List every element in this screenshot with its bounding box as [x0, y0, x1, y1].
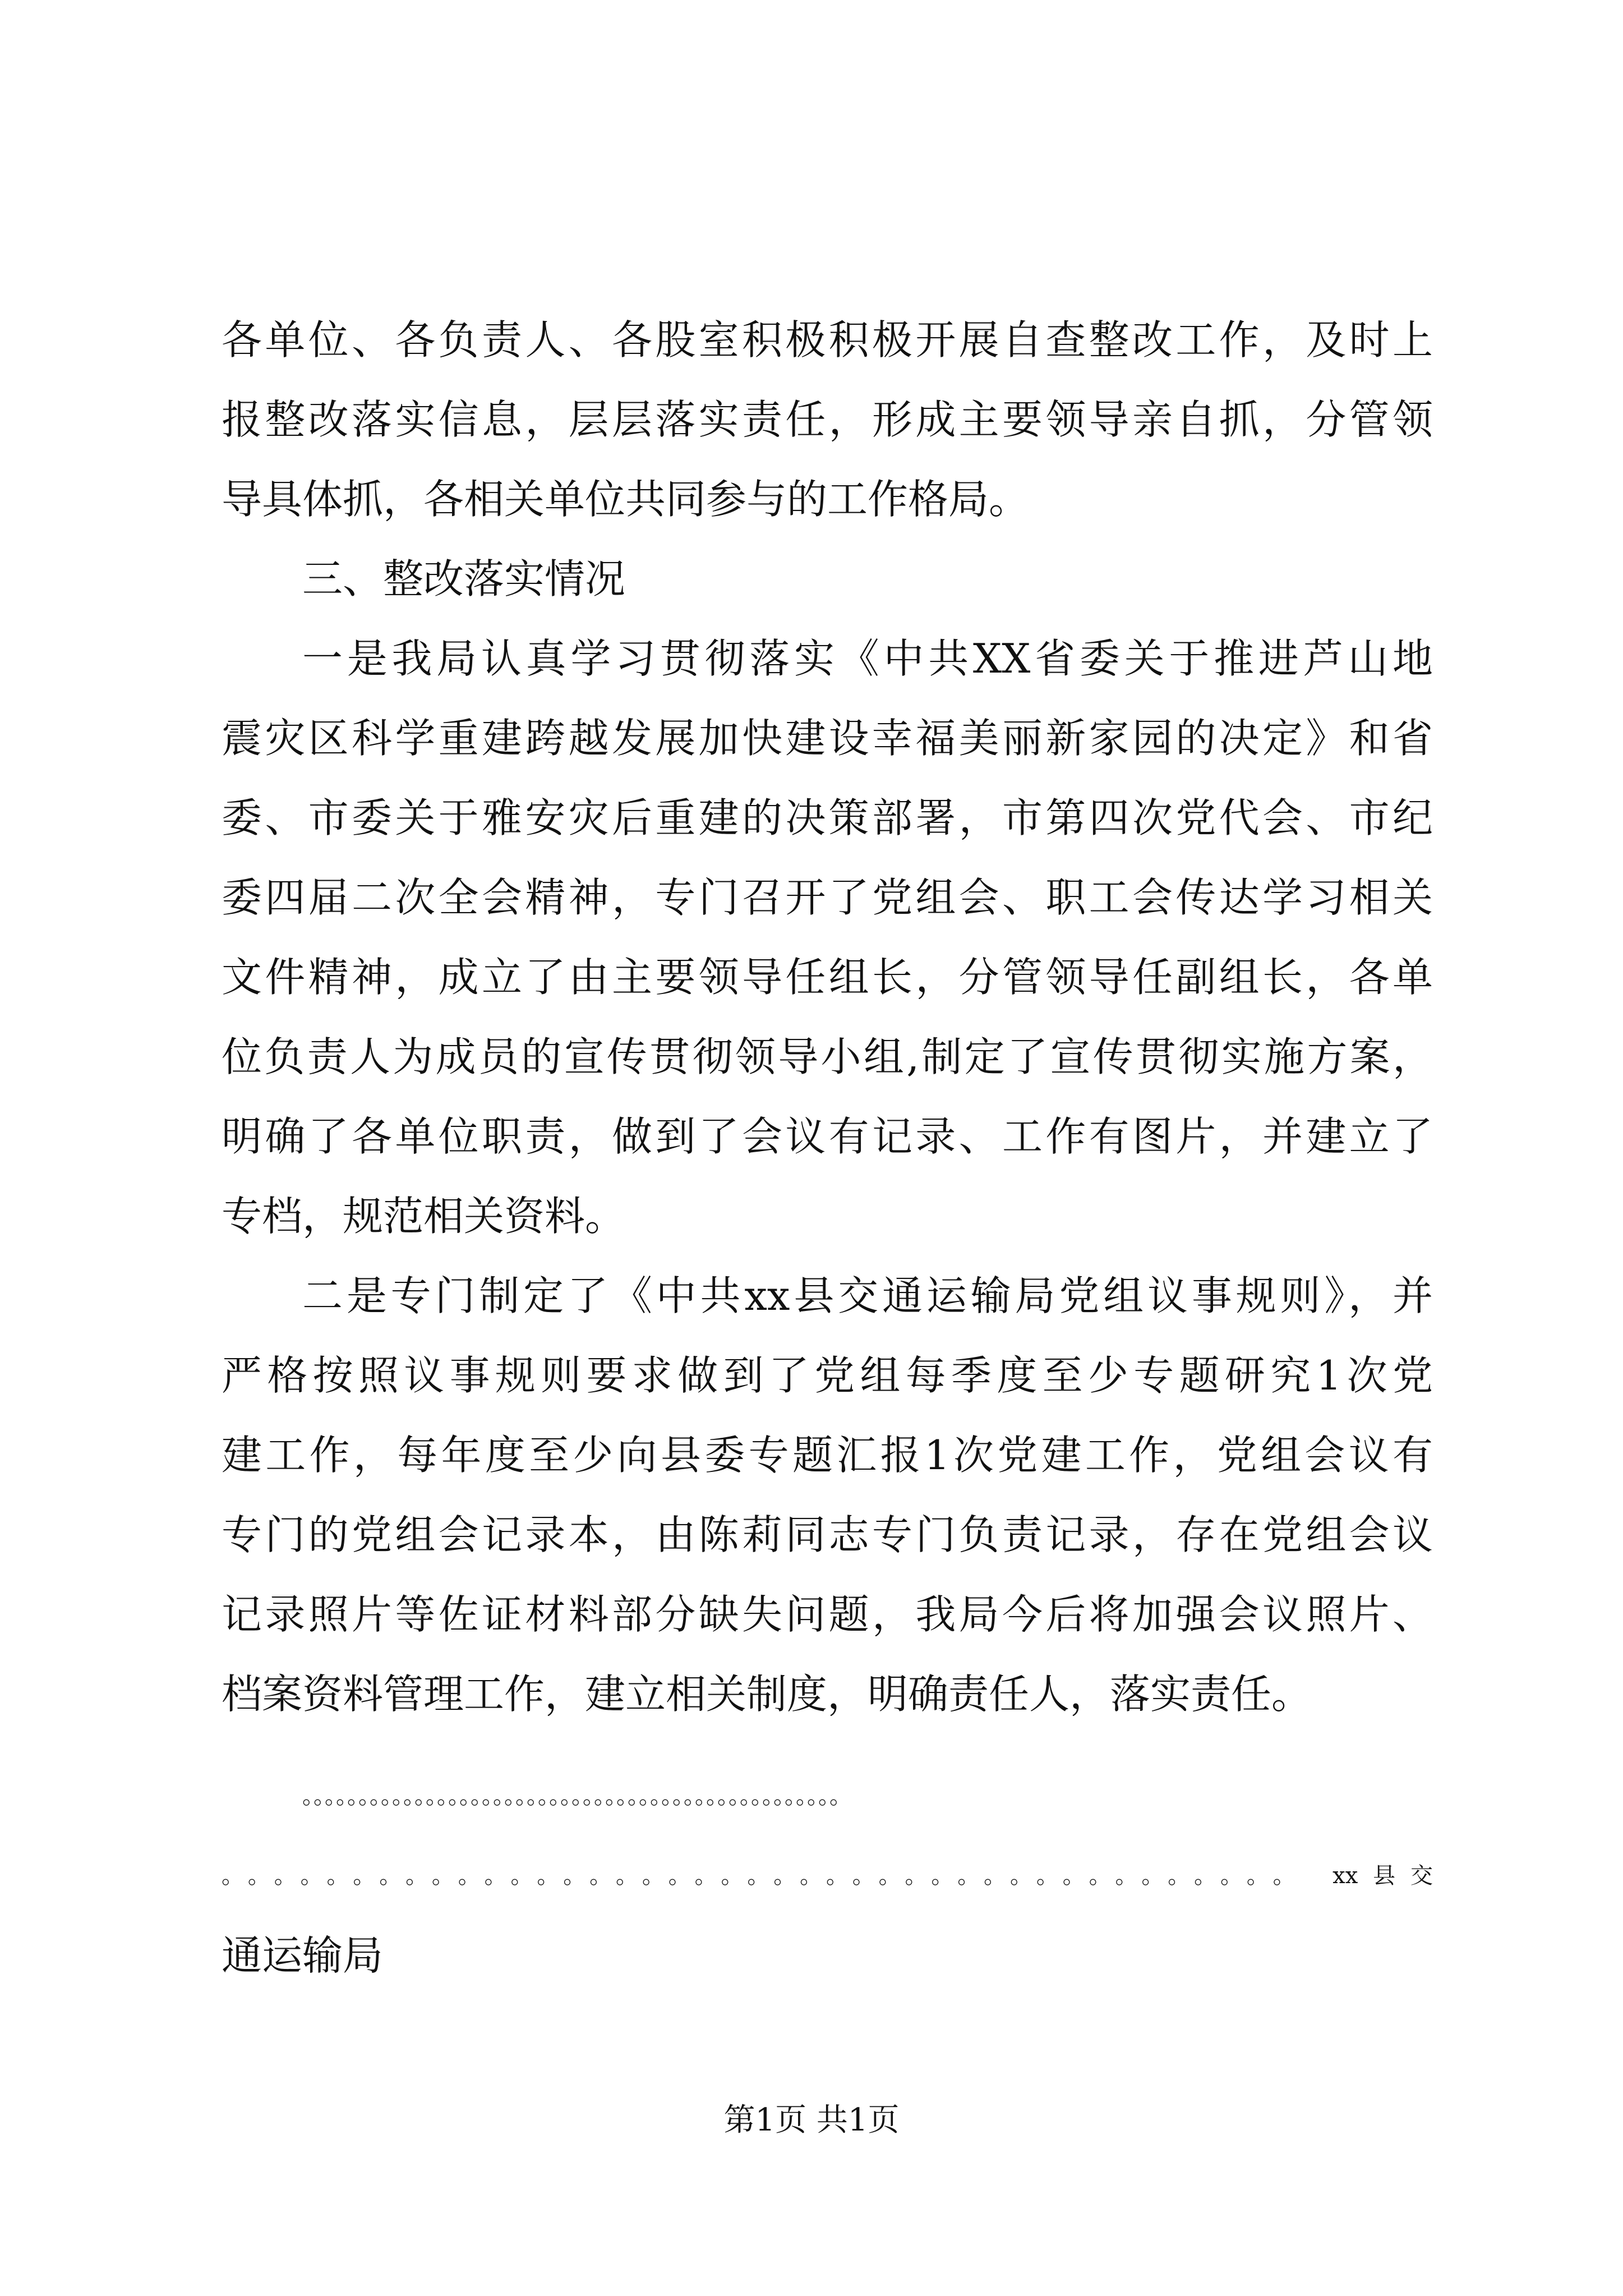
paragraph-2-line-2: 震灾区科学重建跨越发展加快建设幸福美丽新家园的决定》和省	[222, 715, 1433, 762]
signature-line-1: 。。。。。。。。。。。。。。。。。。。。。。。。。。。。。。。。。。。。。。。。。 xx县交	[222, 1863, 1433, 1889]
paragraph-2-line-3: 委、市委关于雅安灾后重建的决策部署，市第四次党代会、市纪	[222, 794, 1433, 841]
paragraph-2-line-6: 位负责人为成员的宣传贯彻领导小组,制定了宣传贯彻实施方案，	[222, 1033, 1433, 1080]
paragraph-3-line-5: 记录照片等佐证材料部分缺失问题，我局今后将加强会议照片、	[222, 1591, 1433, 1638]
paragraph-3-line-4: 专门的党组会记录本，由陈莉同志专门负责记录，存在党组会议	[222, 1511, 1433, 1558]
document-body	[222, 300, 1433, 1995]
paragraph-2-line-4: 委四届二次全会精神，专门召开了党组会、职工会传达学习相关	[222, 874, 1433, 921]
paragraph-3-line-6: 档案资料管理工作，建立相关制度，明确责任人，落实责任。	[222, 1671, 1312, 1718]
paragraph-1-line-1: 各单位、各负责人、各股室积极积极开展自查整改工作，及时上	[222, 316, 1433, 364]
page-footer: 第1页 共1页	[723, 2102, 900, 2138]
dotted-leader-line-1: 。。。。。。。。。。。。。。。。。。。。。。。。。。。。。。。。。。。。。。。。。。。。。。。。	[302, 1783, 852, 1809]
section-heading: 三、整改落实情况	[302, 555, 626, 602]
paragraph-2-line-8: 专档，规范相关资料。	[222, 1193, 626, 1240]
paragraph-3-line-1: 二是专门制定了《中共xx县交通运输局党组议事规则》，并	[302, 1272, 1433, 1319]
paragraph-3-line-2: 严格按照议事规则要求做到了党组每季度至少专题研究1次党	[222, 1352, 1433, 1399]
signature-line-2: 通运输局	[222, 1932, 384, 1979]
spacer	[222, 1734, 1433, 1756]
paragraph-1-line-3: 导具体抓，各相关单位共同参与的工作格局。	[222, 476, 1030, 523]
paragraph-1-line-2: 报整改落实信息，层层落实责任，形成主要领导亲自抓，分管领	[222, 396, 1433, 443]
paragraph-2-line-7: 明确了各单位职责，做到了会议有记录、工作有图片，并建立了	[222, 1113, 1433, 1160]
paragraph-3-line-3: 建工作，每年度至少向县委专题汇报1次党建工作，党组会议有	[222, 1432, 1433, 1479]
paragraph-2-line-5: 文件精神，成立了由主要领导任组长，分管领导任副组长，各单	[222, 954, 1433, 1001]
paragraph-2-line-1: 一是我局认真学习贯彻落实《中共XX省委关于推进芦山地	[302, 635, 1433, 682]
